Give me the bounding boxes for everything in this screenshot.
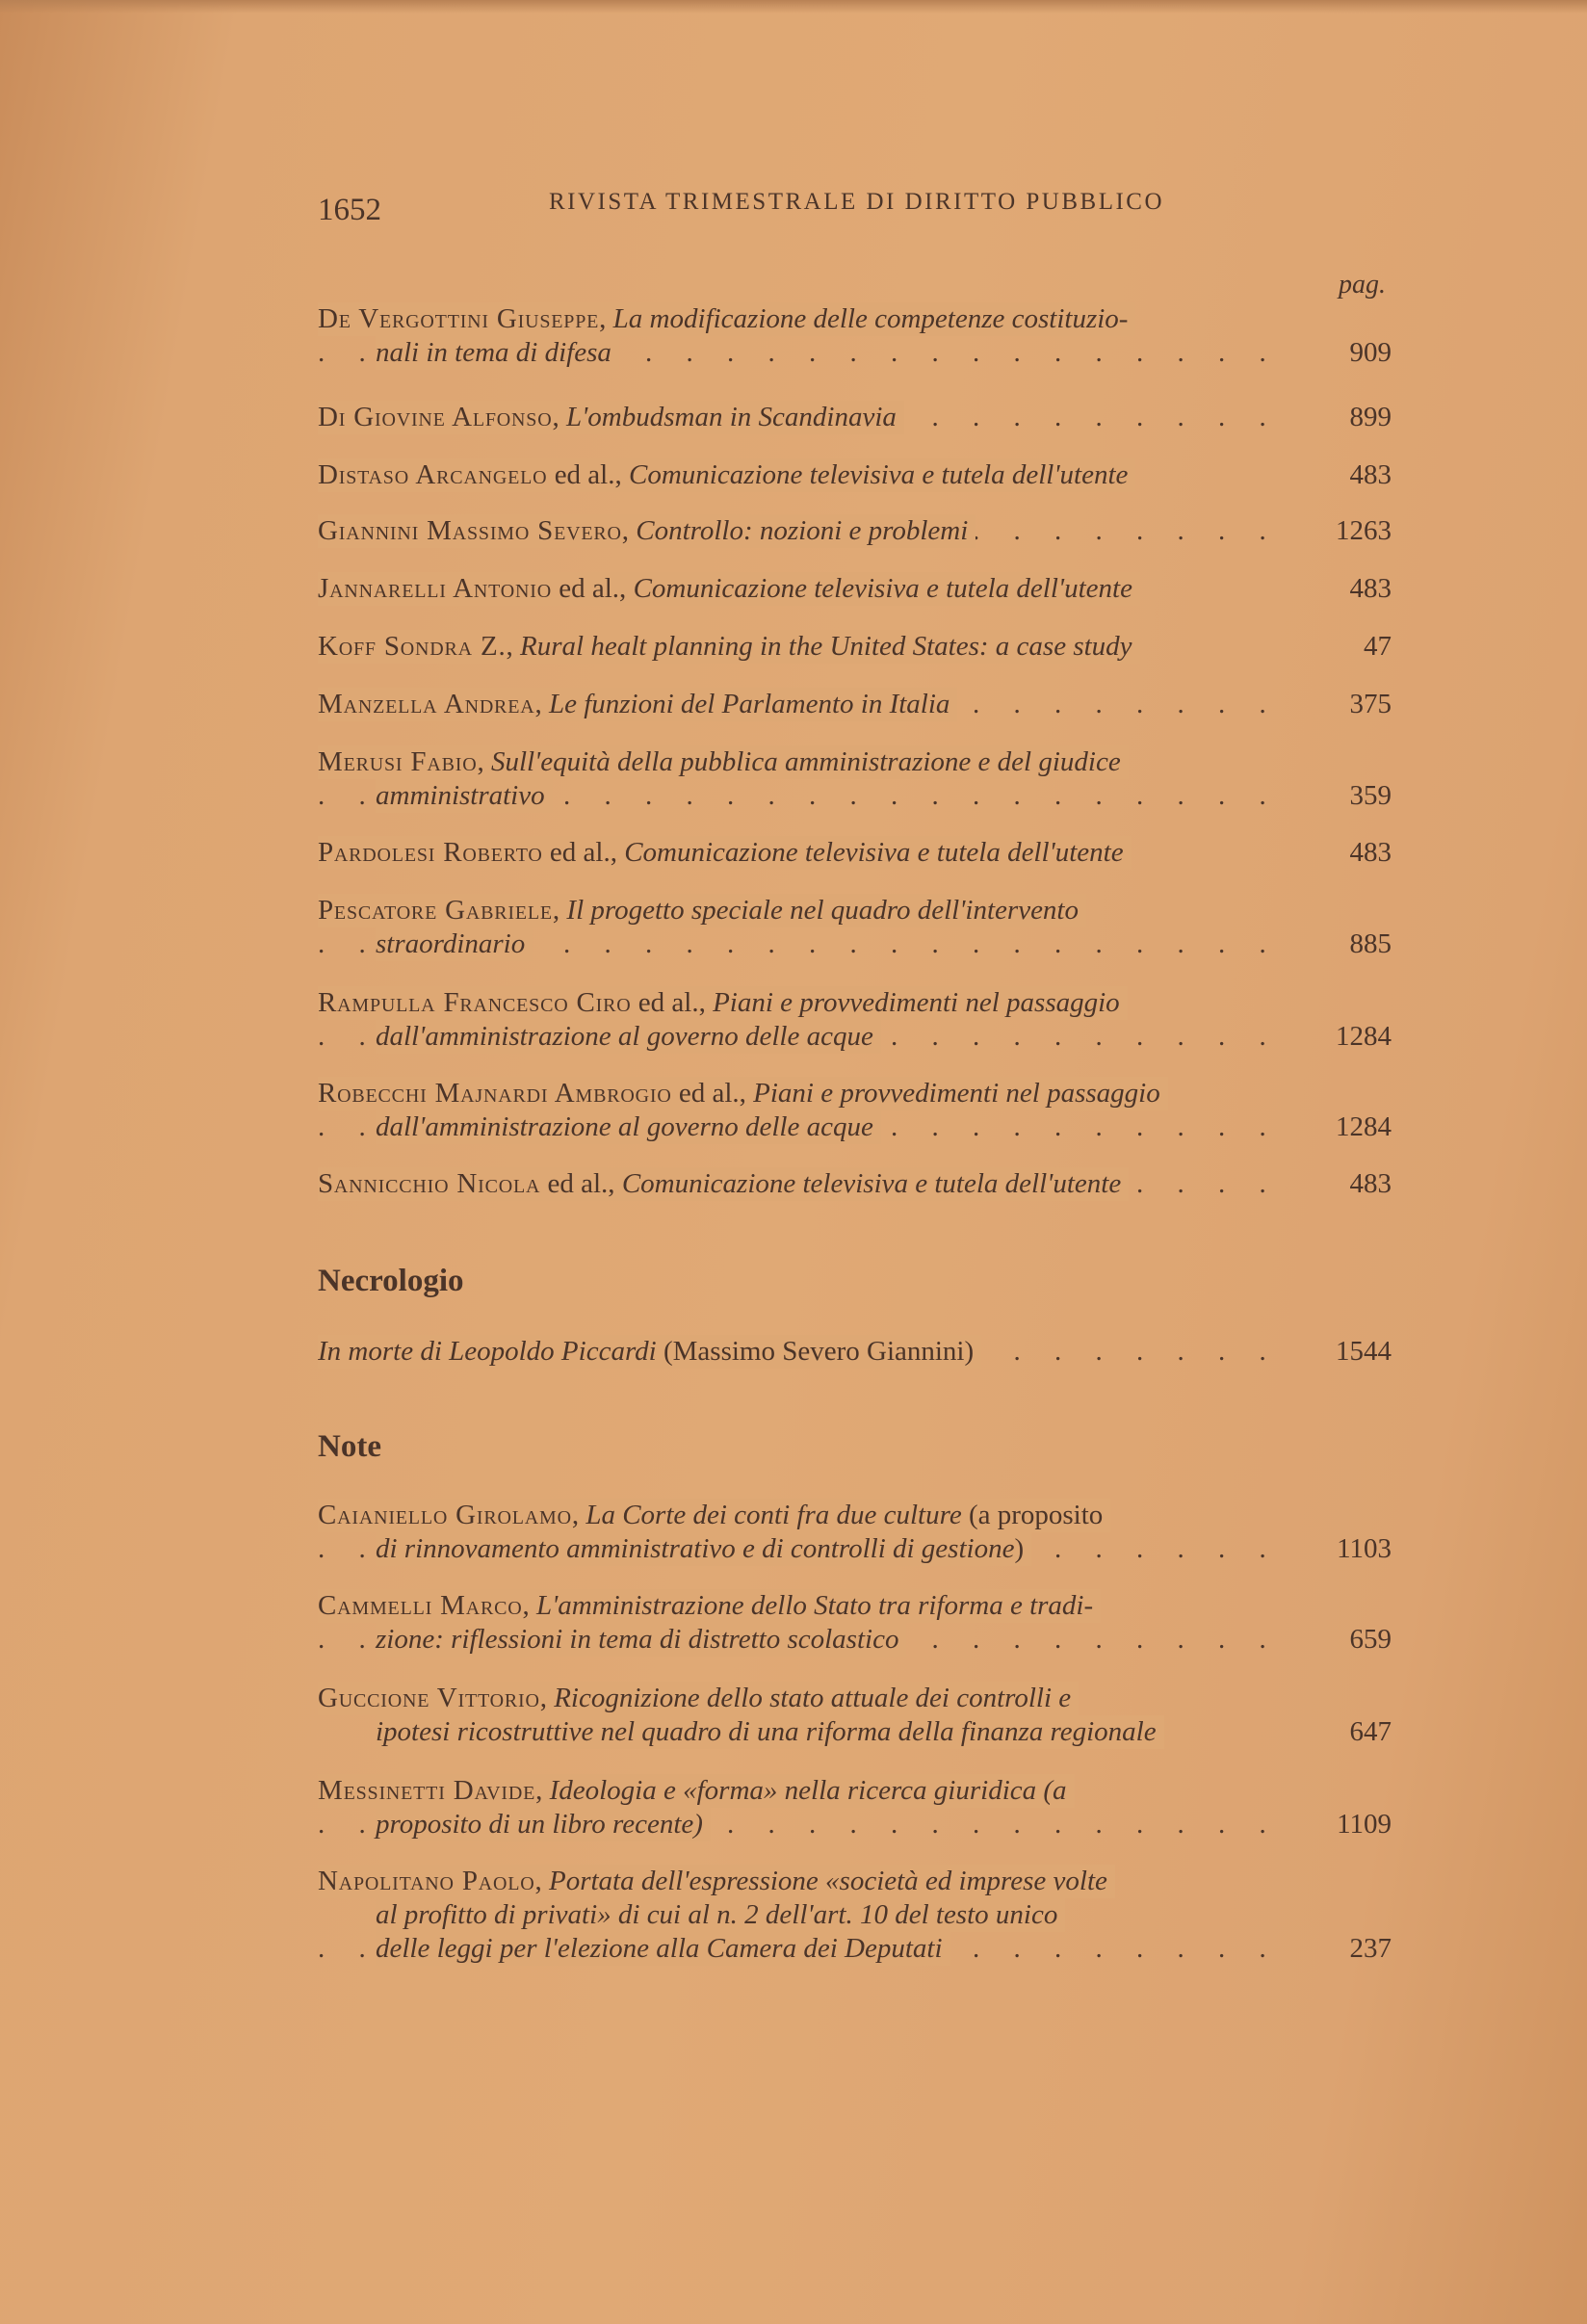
entry-title: Il progetto speciale nel quadro dell'intervento xyxy=(566,895,1079,926)
entry-author: Guccione Vittorio xyxy=(318,1683,540,1713)
page-number: 1652 xyxy=(318,193,381,227)
entry-title: In morte di Leopoldo Piccardi xyxy=(318,1336,657,1367)
index-entry: . . . Di Giovine Alfonso, L'ombudsman in Scandinavia 899 xyxy=(318,401,1392,434)
index-entry: . . . Sannicchio Nicola ed al., Comunicazione televisiva e tutela dell'utente 483 xyxy=(318,1167,1392,1201)
entry-page: 1263 xyxy=(1336,515,1392,546)
entry-title: Ricognizione dello stato attuale dei controlli e xyxy=(554,1683,1072,1713)
entry-title: Controllo: nozioni e problemi xyxy=(636,515,969,546)
index-entry: Jannarelli Antonio ed al., Comunicazione televisiva e tutela dell'utente 483 xyxy=(318,573,1392,604)
entry-author: (Massimo Severo Giannini) xyxy=(656,1336,975,1367)
entry-page: 359 xyxy=(1349,780,1392,811)
entry-author: Sannicchio Nicola xyxy=(318,1168,541,1199)
entry-title: L'ombudsman in Scandinavia xyxy=(565,402,897,432)
entry-title: Comunicazione televisiva e tutela dell'utente xyxy=(624,837,1124,868)
pag-column-label: pag. xyxy=(1339,270,1386,300)
index-entry: Merusi Fabio, Sull'equità della pubblica amministrazione e del giudice . . . amministrativo 359 xyxy=(318,745,1392,813)
entry-author: Distaso Arcangelo xyxy=(318,459,548,490)
entry-page: 483 xyxy=(1349,573,1392,604)
entry-page: 483 xyxy=(1349,837,1392,868)
index-entry: . . . Giannini Massimo Severo, Controllo: nozioni e problemi 1263 xyxy=(318,514,1392,548)
entry-title: L'amministrazione dello Stato tra riforma e tradi- xyxy=(535,1590,1094,1621)
entry-page: 483 xyxy=(1349,1168,1392,1199)
entry-author: Merusi Fabio xyxy=(318,746,478,777)
index-entry: Koff Sondra Z., Rural healt planning in the United States: a case study 47 xyxy=(318,631,1392,662)
entry-page: 1103 xyxy=(1337,1533,1392,1564)
entry-author: Di Giovine Alfonso xyxy=(318,402,553,432)
entry-title: Le funzioni del Parlamento in Italia xyxy=(548,689,950,719)
index-entry: Pescatore Gabriele, Il progetto speciale nel quadro dell'intervento . . . straordinario 885 xyxy=(318,894,1392,961)
entry-author: Messinetti Davide xyxy=(318,1775,536,1806)
entry-page: 909 xyxy=(1349,337,1392,368)
entry-page: 483 xyxy=(1349,459,1392,490)
entry-author: Pescatore Gabriele xyxy=(318,895,553,926)
entry-author: De Vergottini Giuseppe xyxy=(318,303,600,334)
note-entry: Cammelli Marco, L'amministrazione dello Stato tra riforma e tradi- . . . zione: riflessioni in tema di distretto scolastico 659 xyxy=(318,1589,1392,1657)
top-edge-shadow xyxy=(0,0,1587,13)
entry-page: 659 xyxy=(1349,1624,1392,1655)
entry-page: 237 xyxy=(1349,1933,1392,1964)
entry-author: Giannini Massimo Severo xyxy=(318,515,622,546)
index-entry: Robecchi Majnardi Ambrogio ed al., Piani e provvedimenti nel passaggio . . . dall'amministrazione al governo delle acque 1284 xyxy=(318,1077,1392,1144)
entry-author: Jannarelli Antonio xyxy=(318,573,552,604)
entry-title: Comunicazione televisiva e tutela dell'utente xyxy=(621,1168,1122,1199)
section-heading-necrologio: Necrologio xyxy=(318,1264,464,1298)
entry-author: Pardolesi Roberto xyxy=(318,837,543,868)
note-entry: Guccione Vittorio, Ricognizione dello stato attuale dei controlli e ipotesi ricostruttive nel quadro di una riforma della finanza regionale 647 xyxy=(318,1683,1392,1747)
entry-title: Piani e provvedimenti nel passaggio xyxy=(753,1078,1160,1109)
entry-author: Caianiello Girolamo xyxy=(318,1500,572,1530)
entry-page: 647 xyxy=(1349,1716,1392,1747)
entry-author: Napolitano Paolo xyxy=(318,1866,535,1896)
entry-page: 899 xyxy=(1349,402,1392,432)
entry-author: Manzella Andrea xyxy=(318,689,535,719)
entry-page: 375 xyxy=(1349,689,1392,719)
necrologio-entry xyxy=(318,1335,1392,1369)
entry-author: Cammelli Marco xyxy=(318,1590,523,1621)
entry-page: 47 xyxy=(1364,631,1392,662)
entry-page: 1284 xyxy=(1336,1021,1392,1052)
index-entry: Pardolesi Roberto ed al., Comunicazione televisiva e tutela dell'utente 483 xyxy=(318,837,1392,868)
running-header xyxy=(318,189,1396,231)
entry-title: Rural healt planning in the United States: a case study xyxy=(520,631,1132,662)
note-entry: Messinetti Davide, Ideologia e «forma» nella ricerca giuridica (a . . . proposito di un libro recente) 1109 xyxy=(318,1774,1392,1841)
entry-title: La modificazione delle competenze costituzio- xyxy=(612,303,1129,334)
index-entry: De Vergottini Giuseppe, La modificazione delle competenze costituzio- . . . nali in tema di difesa 909 xyxy=(318,302,1392,370)
index-entry: Rampulla Francesco Ciro ed al., Piani e provvedimenti nel passaggio . . . dall'amministrazione al governo delle acque 1284 xyxy=(318,986,1392,1054)
entry-author: Rampulla Francesco Ciro xyxy=(318,987,632,1018)
index-entry: Distaso Arcangelo ed al., Comunicazione televisiva e tutela dell'utente 483 xyxy=(318,459,1392,490)
index-entry: . . . Manzella Andrea, Le funzioni del Parlamento in Italia 375 xyxy=(318,688,1392,721)
entry-page: 1109 xyxy=(1337,1809,1392,1840)
section-heading-note: Note xyxy=(318,1429,381,1464)
journal-title: RIVISTA TRIMESTRALE DI DIRITTO PUBBLICO xyxy=(549,189,1165,215)
entry-title: Sull'equità della pubblica amministrazione e del giudice xyxy=(490,746,1121,777)
note-entry: Caianiello Girolamo, La Corte dei conti fra due culture (a proposito . . . di rinnovamento amministrativo e di controlli di gestione) 1103 xyxy=(318,1499,1392,1566)
entry-title: Portata dell'espressione «società ed imprese volte xyxy=(549,1866,1107,1896)
entry-title: Comunicazione televisiva e tutela dell'utente xyxy=(629,459,1129,490)
entry-title: Comunicazione televisiva e tutela dell'utente xyxy=(633,573,1132,604)
entry-page: 885 xyxy=(1349,928,1392,959)
entry-page: 1544 xyxy=(1336,1336,1392,1367)
note-entry: Napolitano Paolo, Portata dell'espressione «società ed imprese volte al profitto di privati» di cui al n. 2 dell'art. 10 del testo unico . . . delle leggi per l'elezione alla Camera dei Deputati 237 xyxy=(318,1865,1392,1966)
entry-author: Koff Sondra Z. xyxy=(318,631,507,662)
entry-title: Ideologia e «forma» nella ricerca giuridica (a xyxy=(549,1775,1067,1806)
entry-page: 1284 xyxy=(1336,1111,1392,1142)
entry-title: La Corte dei conti fra due culture xyxy=(585,1500,962,1530)
entry-title: Piani e provvedimenti nel passaggio xyxy=(713,987,1120,1018)
entry-author: Robecchi Majnardi Ambrogio xyxy=(318,1078,672,1109)
